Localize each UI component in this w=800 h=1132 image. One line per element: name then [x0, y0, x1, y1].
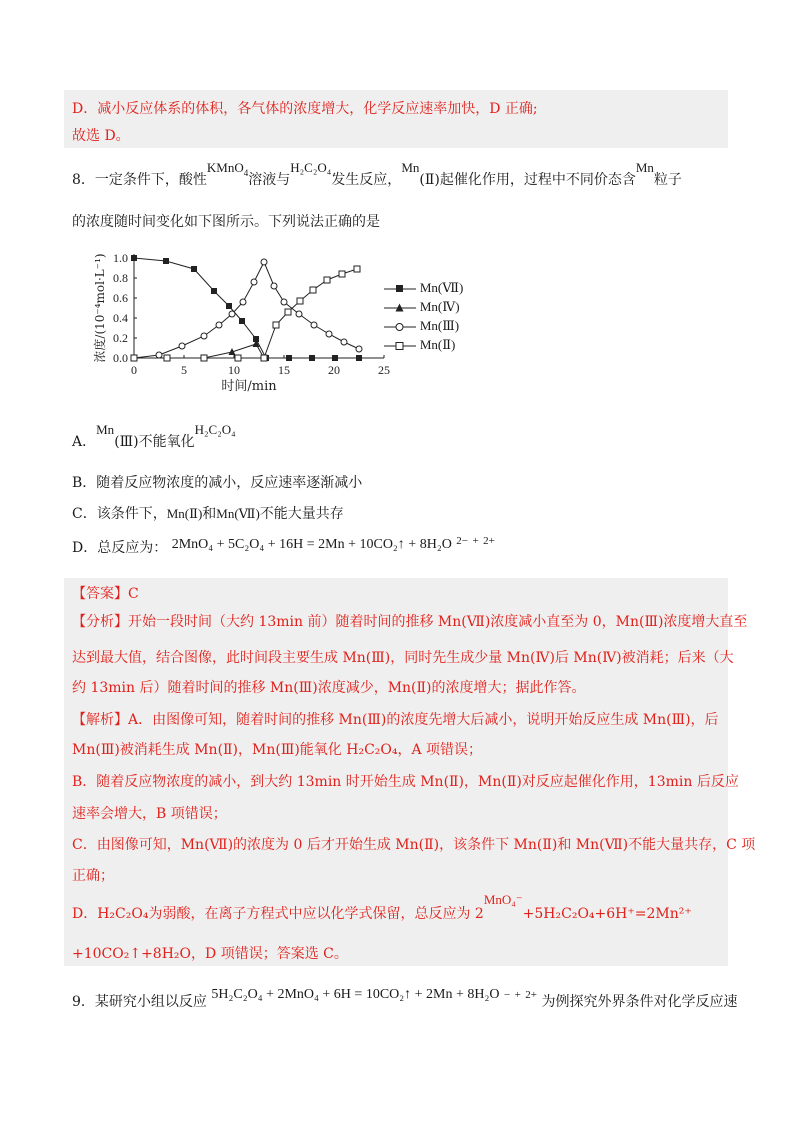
option-a-mn: Mn [96, 422, 115, 437]
option-d: D．总反应为： 2MnO₄ + 5C₂O₄ + 16H = 2Mn + 10CO₂↑ + 8H₂O $^{2-}$ + $^{2+}$ [72, 535, 495, 556]
data-point-mn3 [341, 339, 347, 345]
explanation-line-3: B．随着反应物浓度的减小，到大约 13min 时开始生成 Mn(Ⅱ)，Mn(Ⅱ)对反应起催化作用，13min 后反应 [72, 774, 739, 790]
data-point-mn3 [156, 352, 162, 358]
data-point-mn3 [326, 331, 332, 337]
y-tick-label: 0.2 [113, 331, 128, 345]
data-point-mn3 [261, 259, 267, 265]
legend-mn7 [384, 280, 463, 296]
oxalic-acid-formula: H₂C₂O₄ [290, 160, 332, 175]
option-d-charge-2: + [472, 535, 479, 547]
x-tick-label: 15 [278, 363, 290, 377]
data-point-mn3 [240, 299, 246, 305]
option-c-mn2: Mn(Ⅱ) [166, 506, 203, 521]
data-point-mn7 [332, 355, 338, 361]
data-point-mn3 [296, 311, 302, 317]
data-point-mn2 [235, 355, 241, 361]
explanation-line-6: 正确； [72, 868, 114, 884]
mn-symbol-2: Mn [635, 160, 654, 175]
data-point-mn7 [239, 318, 245, 324]
legend-mn4 [384, 299, 460, 315]
data-point-mn2 [201, 355, 207, 361]
option-d-charge-1: 2− [456, 535, 468, 547]
data-point-mn7 [131, 255, 137, 261]
q8-lead: 8．一定条件下，酸性 [72, 172, 207, 188]
series-line-2 [134, 262, 359, 358]
data-point-mn7 [286, 355, 292, 361]
data-point-mn2 [261, 355, 267, 361]
data-point-mn3 [281, 299, 287, 305]
option-b: B．随着反应物浓度的减小，反应速率逐渐减小 [72, 475, 363, 491]
y-tick-label: 0.8 [113, 271, 128, 285]
explanation-line-7: D．H₂C₂O₄为弱酸，在离子方程式中应以化学式保留，总反应为 2MnO₄⁻+5H₂C₂O₄+6H⁺=2Mn²⁺ [72, 892, 692, 922]
legend-mn7-label: Mn(Ⅶ) [419, 280, 464, 295]
y-axis-label: 浓度/(10⁻⁴mol·L⁻¹) [93, 253, 107, 363]
data-point-mn2 [324, 277, 330, 283]
kmno4-formula: KMnO$_4$ [206, 160, 249, 178]
data-point-mn2 [131, 355, 137, 361]
conclusion-text: 故选 D。 [72, 128, 130, 144]
data-point-mn2 [339, 271, 345, 277]
answer-label: 【答案】C [72, 586, 139, 602]
mn-symbol: Mn [401, 160, 420, 175]
analysis-line-2: 达到最大值，结合图像，此时间段主要生成 Mn(Ⅲ)，同时先生成少量 Mn(Ⅳ)后 Mn(Ⅳ)被消耗；后来（大 [72, 650, 734, 666]
x-axis-label: 时间/min [221, 379, 277, 394]
legend-mn4-label: Mn(Ⅳ) [419, 299, 460, 314]
legend-mn4-marker [384, 302, 416, 314]
y-tick-label: 0.6 [113, 291, 128, 305]
legend-mn3-label: Mn(Ⅲ) [419, 318, 460, 333]
option-d-explanation: D．减小反应体系的体积，各气体的浓度增大，化学反应速率加快，D 正确; [72, 101, 538, 117]
option-a: A．Mn(Ⅲ)不能氧化H₂C₂O₄ [72, 422, 236, 450]
y-tick-label: 0.4 [113, 311, 128, 325]
legend-mn2-marker [384, 340, 416, 352]
x-tick-label: 0 [131, 363, 137, 377]
explanation-line-1: 【解析】A．由图像可知，随着时间的推移 Mn(Ⅲ)的浓度先增大后减小，说明开始反应生成 Mn(Ⅲ)，后 [72, 712, 719, 728]
q9-charge-2: + [514, 989, 521, 1001]
series-line-0 [134, 258, 359, 358]
explanation-line-8: +10CO₂↑+8H₂O，D 项错误；答案选 C。 [72, 946, 348, 962]
data-point-mn3 [179, 343, 185, 349]
data-point-mn7 [191, 266, 197, 272]
x-tick-label: 10 [228, 363, 240, 377]
question-8-stem: 8．一定条件下，酸性KMnO$_4$溶液与H₂C₂O₄发生反应，Mn(Ⅱ)起催化作用，过程中不同价态含Mn粒子 [72, 160, 682, 188]
question-8-stem-line2: 的浓度随时间变化如下图所示。下列说法正确的是 [72, 214, 380, 230]
data-point-mn2 [273, 322, 279, 328]
data-point-mn3 [356, 346, 362, 352]
legend-mn2 [384, 337, 455, 353]
data-point-mn2 [164, 355, 170, 361]
data-point-mn2 [297, 298, 303, 304]
data-point-mn3 [251, 279, 257, 285]
option-d-equation: 2MnO₄ + 5C₂O₄ + 16H = 2Mn + 10CO₂↑ + 8H₂O [171, 537, 452, 552]
data-point-mn7 [226, 303, 232, 309]
data-point-mn3 [201, 333, 207, 339]
data-point-mn2 [310, 287, 316, 293]
option-d-charge-3: 2+ [483, 535, 495, 547]
option-a-formula: H₂C₂O₄ [194, 422, 236, 437]
data-point-mn2 [354, 266, 360, 272]
y-tick-label: 0.0 [113, 351, 128, 365]
y-tick-label: 1.0 [113, 251, 128, 265]
question-9-stem: 9．某研究小组以反应 5H₂C₂O₄ + 2MnO₄ + 6H = 10CO₂↑ + 2Mn + 8H₂O − + $^{2+}$ 为例探究外界条件对化学反应速 [72, 987, 738, 1010]
q9-charge-3: 2+ [525, 989, 537, 1001]
x-tick-label: 5 [181, 363, 187, 377]
x-tick-label: 25 [378, 363, 390, 377]
data-point-mn7 [309, 355, 315, 361]
explanation-line-4: 速率会增大，B 项错误； [72, 806, 227, 822]
x-tick-label: 20 [328, 363, 340, 377]
question-9-equation: 5H₂C₂O₄ + 2MnO₄ + 6H = 10CO₂↑ + 2Mn + 8H₂O [211, 987, 500, 1002]
legend-mn3-marker [384, 321, 416, 333]
option-c: C．该条件下，Mn(Ⅱ)和Mn(Ⅶ)不能大量共存 [72, 506, 344, 522]
option-c-mn7: Mn(Ⅶ) [216, 506, 260, 521]
analysis-line-3: 约 13min 后）随着时间的推移 Mn(Ⅲ)浓度减少，Mn(Ⅱ)的浓度增大；据此作答。 [72, 680, 586, 696]
legend-mn2-label: Mn(Ⅱ) [419, 337, 456, 352]
legend-mn3 [384, 318, 459, 334]
data-point-mn7 [356, 355, 362, 361]
analysis-line-1: 【分析】开始一段时间（大约 13min 前）随着时间的推移 Mn(Ⅶ)浓度减小直至为 0，Mn(Ⅲ)浓度增大直至 [72, 614, 748, 630]
explanation-line-5: C．由图像可知，Mn(Ⅶ)的浓度为 0 后才开始生成 Mn(Ⅱ)，该条件下 Mn(Ⅱ)和 Mn(Ⅶ)不能大量共存，C 项 [72, 837, 756, 853]
chart-plot-area [131, 255, 363, 361]
concentration-time-chart [92, 246, 392, 406]
explanation-line-2: Mn(Ⅲ)被消耗生成 Mn(Ⅱ)，Mn(Ⅲ)能氧化 H₂C₂O₄，A 项错误； [72, 742, 483, 758]
data-point-mn3 [271, 283, 277, 289]
data-point-mn7 [163, 258, 169, 264]
data-point-mn3 [216, 322, 222, 328]
legend-mn7-marker [384, 283, 416, 295]
data-point-mn3 [229, 311, 235, 317]
permanganate-formula: MnO₄⁻ [483, 892, 523, 907]
q9-charge-1: − [503, 989, 511, 1001]
data-point-mn2 [285, 309, 291, 315]
data-point-mn7 [211, 288, 217, 294]
data-point-mn3 [311, 322, 317, 328]
